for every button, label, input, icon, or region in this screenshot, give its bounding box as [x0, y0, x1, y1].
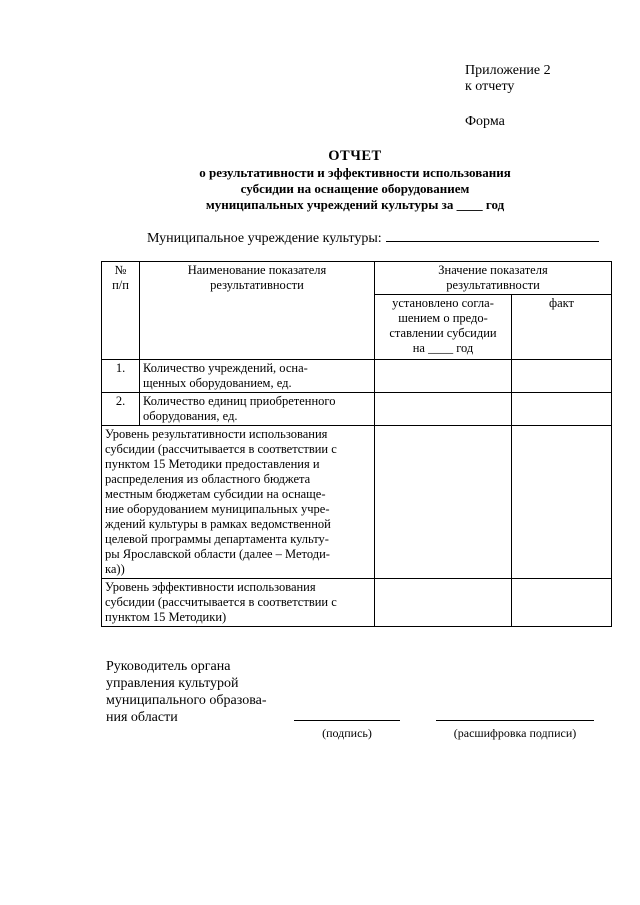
signature-underline [294, 720, 400, 721]
signature-block [106, 658, 267, 726]
row-number: 1. [102, 360, 140, 393]
signature-line-text: Руководитель органа [106, 659, 231, 674]
row-indicator-name: Количество единиц приобретенного оборудования, ед. [140, 393, 375, 426]
row-agreed-value-cell[interactable] [375, 393, 512, 426]
row-agreed-value-cell[interactable] [375, 426, 512, 579]
institution-field [147, 229, 599, 247]
appendix-line: Приложение 2 [465, 63, 551, 78]
table-row [102, 579, 612, 627]
row-fact-value-cell[interactable] [512, 393, 612, 426]
header-cell-name: Наименование показателя результативности [140, 262, 375, 360]
table-row [102, 426, 612, 579]
table-row [102, 393, 612, 426]
signature-decode-underline [436, 720, 594, 721]
row-agreed-value-cell[interactable] [375, 360, 512, 393]
row-efficiency-level: Уровень эффективности использования субсидии (рассчитывается в соответствии с пунктом 15 Методики) [102, 579, 375, 627]
table-header-row [102, 262, 612, 295]
header-cell-fact: факт [512, 295, 612, 360]
institution-blank-line [386, 229, 599, 242]
signature-caption: (подпись) [322, 726, 372, 740]
row-fact-value-cell[interactable] [512, 360, 612, 393]
title-line: субсидии на оснащение оборудованием [240, 181, 470, 196]
row-effectiveness-level: Уровень результативности использования субсидии (рассчитывается в соответствии с пунктом 15 Методики предоставления и распределения из областного бюджета местным бюджетам субсидии на оснаще- ние оборудованием муниципальных учре- ждений культуры в рамках ведомственной целевой программы департамента культу- ры Ярославской области (далее – Методи- ка)) [102, 426, 375, 579]
report-table [101, 261, 612, 627]
header-cell-number: № п/п [102, 262, 140, 360]
institution-label: Муниципальное учреждение культуры: [147, 231, 382, 246]
report-title [140, 148, 570, 213]
appendix-heading [465, 63, 551, 95]
form-label: Форма [465, 114, 505, 129]
table-row [102, 360, 612, 393]
row-fact-value-cell[interactable] [512, 426, 612, 579]
signature-line-text: ния области [106, 710, 178, 725]
row-fact-value-cell[interactable] [512, 579, 612, 627]
row-agreed-value-cell[interactable] [375, 579, 512, 627]
header-cell-value: Значение показателя результативности [375, 262, 612, 295]
title-main: ОТЧЕТ [328, 148, 382, 164]
title-line: о результативности и эффективности использования [199, 165, 511, 180]
appendix-line: к отчету [465, 79, 515, 94]
signature-line-text: управления культурой [106, 676, 239, 691]
title-line: муниципальных учреждений культуры за ____ год [205, 197, 505, 212]
header-cell-agreed: установлено согла- шением о предо- ставлении субсидии на ____ год [375, 295, 512, 360]
signature-line-text: муниципального образова- [106, 693, 267, 708]
row-indicator-name: Количество учреждений, осна- щенных оборудованием, ед. [140, 360, 375, 393]
signature-decode-caption: (расшифровка подписи) [453, 726, 577, 740]
row-number: 2. [102, 393, 140, 426]
